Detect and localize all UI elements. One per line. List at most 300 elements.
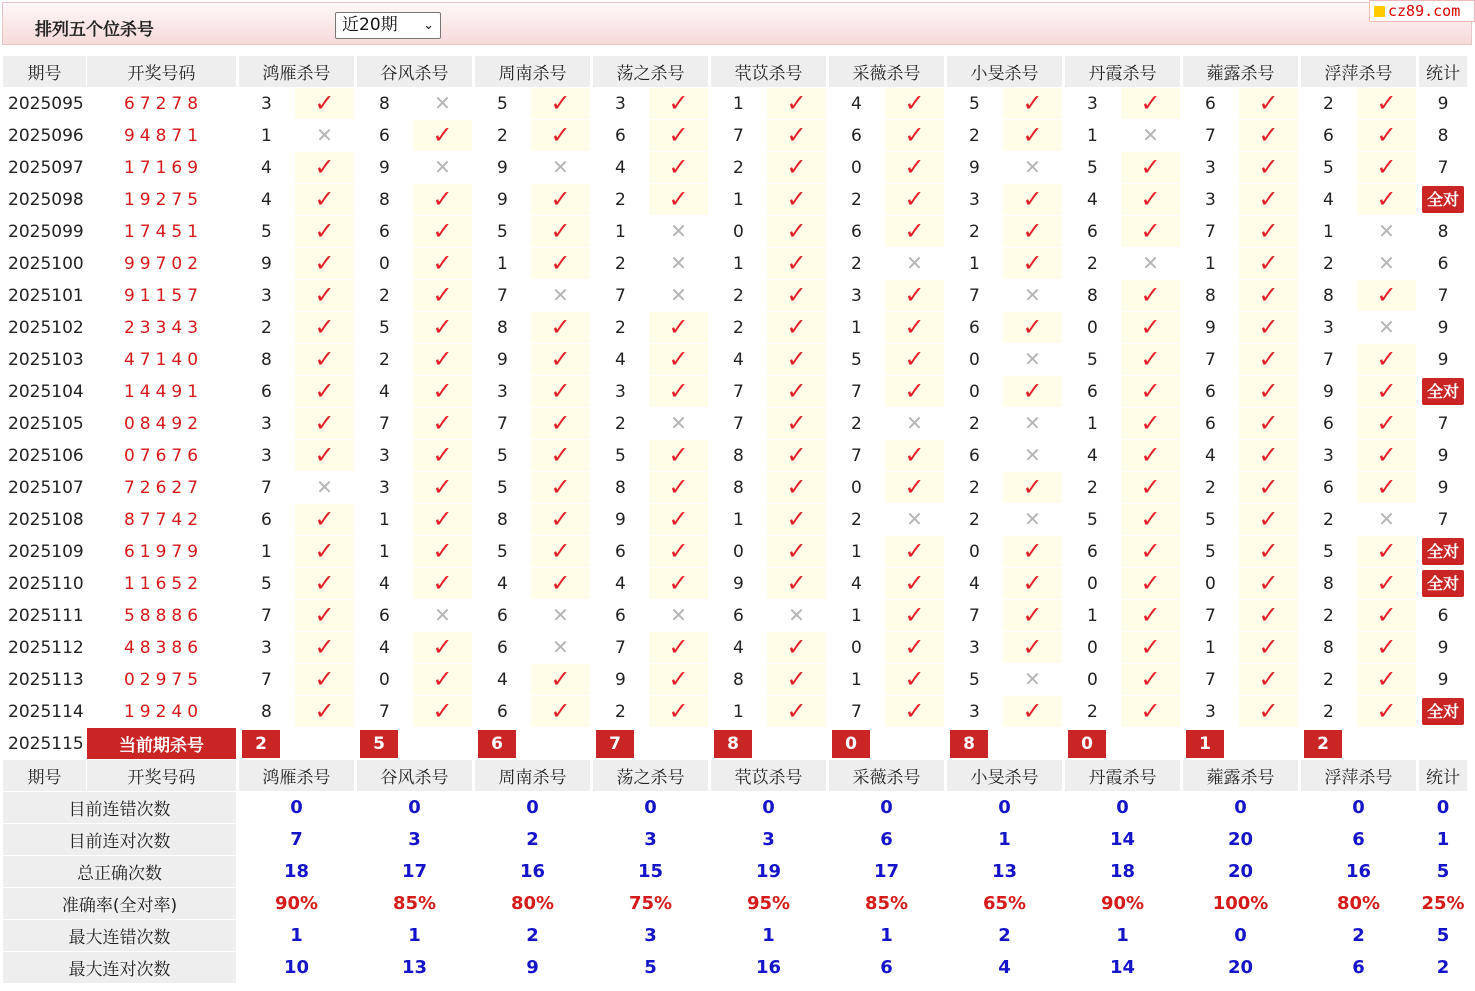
kill-number: 6 xyxy=(946,440,1003,472)
hit-cell xyxy=(413,312,474,344)
kill-number: 6 xyxy=(356,120,413,152)
check-icon: ✓ xyxy=(668,665,689,693)
check-icon: ✓ xyxy=(432,505,453,533)
brand-text: cz89.com xyxy=(1388,2,1461,20)
kill-number: 3 xyxy=(1182,152,1239,184)
hit-cell xyxy=(1357,344,1418,376)
kill-number: 3 xyxy=(238,632,295,664)
kill-number: 2 xyxy=(946,472,1003,504)
summary-value: 20 xyxy=(1182,824,1300,856)
check-icon: ✓ xyxy=(668,505,689,533)
hit-cell xyxy=(1003,88,1064,120)
row-stat: 8 xyxy=(1418,120,1468,152)
check-icon: ✓ xyxy=(904,537,925,565)
miss-cell xyxy=(1003,344,1064,376)
col-header-numbers: 开奖号码 xyxy=(87,56,238,88)
check-icon: ✓ xyxy=(904,633,925,661)
cross-icon: ✕ xyxy=(906,250,923,275)
kill-number: 4 xyxy=(828,88,885,120)
issue-number: 2025105 xyxy=(3,408,87,440)
summary-label: 目前连对次数 xyxy=(3,824,238,856)
kill-number: 1 xyxy=(946,248,1003,280)
check-icon: ✓ xyxy=(904,153,925,181)
check-icon: ✓ xyxy=(314,665,335,693)
hit-cell xyxy=(1239,376,1300,408)
check-icon: ✓ xyxy=(1258,441,1279,469)
hit-cell xyxy=(767,376,828,408)
hit-cell xyxy=(1003,696,1064,728)
check-icon: ✓ xyxy=(1376,601,1397,629)
miss-cell xyxy=(531,600,592,632)
summary-value: 0 xyxy=(946,792,1064,824)
summary-row xyxy=(3,952,1468,984)
kill-number: 6 xyxy=(1182,408,1239,440)
summary-value: 95% xyxy=(710,888,828,920)
kill-number: 6 xyxy=(1182,376,1239,408)
col-header-expert[interactable]: 采薇杀号 xyxy=(828,56,946,88)
kill-number: 5 xyxy=(1064,504,1121,536)
check-icon: ✓ xyxy=(786,121,807,149)
kill-number: 8 xyxy=(356,184,413,216)
kill-number: 4 xyxy=(356,632,413,664)
hit-cell xyxy=(1003,600,1064,632)
check-icon: ✓ xyxy=(786,217,807,245)
hit-cell xyxy=(531,248,592,280)
summary-stat: 5 xyxy=(1418,920,1468,952)
summary-value: 65% xyxy=(946,888,1064,920)
kill-number: 2 xyxy=(946,408,1003,440)
hit-cell xyxy=(1239,696,1300,728)
hit-cell xyxy=(531,88,592,120)
hit-cell xyxy=(885,312,946,344)
col-header-expert[interactable]: 鸿雁杀号 xyxy=(238,760,356,792)
check-icon: ✓ xyxy=(550,473,571,501)
kill-number: 8 xyxy=(238,696,295,728)
miss-cell xyxy=(1121,248,1182,280)
table-row xyxy=(3,600,1468,632)
kill-number: 1 xyxy=(828,664,885,696)
hit-cell xyxy=(1003,120,1064,152)
check-icon: ✓ xyxy=(668,185,689,213)
cross-icon: ✕ xyxy=(1378,314,1395,339)
kill-number: 2 xyxy=(592,696,649,728)
check-icon: ✓ xyxy=(904,185,925,213)
current-kill-cell xyxy=(710,728,828,760)
hit-cell xyxy=(531,568,592,600)
hit-cell xyxy=(531,216,592,248)
check-icon: ✓ xyxy=(1376,569,1397,597)
kill-number: 4 xyxy=(238,184,295,216)
kill-number: 3 xyxy=(238,280,295,312)
kill-number: 7 xyxy=(592,632,649,664)
row-stat xyxy=(1418,376,1468,408)
check-icon: ✓ xyxy=(1258,313,1279,341)
hit-cell xyxy=(1121,536,1182,568)
hit-cell xyxy=(1239,248,1300,280)
miss-cell xyxy=(531,280,592,312)
current-kill-number: 2 xyxy=(242,730,280,758)
row-stat: 7 xyxy=(1418,504,1468,536)
col-header-expert[interactable]: 谷风杀号 xyxy=(356,760,474,792)
miss-cell xyxy=(413,88,474,120)
page-title: 排列五个位杀号 xyxy=(35,20,154,40)
kill-number: 2 xyxy=(946,504,1003,536)
check-icon: ✓ xyxy=(314,217,335,245)
summary-label: 目前连错次数 xyxy=(3,792,238,824)
kill-number: 2 xyxy=(356,344,413,376)
cross-icon: ✕ xyxy=(670,218,687,243)
kill-number: 2 xyxy=(1064,248,1121,280)
hit-cell xyxy=(531,344,592,376)
check-icon: ✓ xyxy=(904,345,925,373)
hit-cell xyxy=(767,88,828,120)
hit-cell xyxy=(1239,280,1300,312)
col-header-stat: 统计 xyxy=(1418,760,1468,792)
summary-value: 19 xyxy=(710,856,828,888)
kill-number: 7 xyxy=(238,600,295,632)
check-icon: ✓ xyxy=(1022,537,1043,565)
hit-cell xyxy=(885,568,946,600)
kill-number: 3 xyxy=(1182,184,1239,216)
summary-value: 0 xyxy=(828,792,946,824)
cross-icon: ✕ xyxy=(1024,282,1041,307)
kill-number: 3 xyxy=(1182,696,1239,728)
hit-cell xyxy=(1003,312,1064,344)
check-icon: ✓ xyxy=(314,185,335,213)
issue-number: 2025111 xyxy=(3,600,87,632)
hit-cell xyxy=(1239,408,1300,440)
check-icon: ✓ xyxy=(550,89,571,117)
summary-value: 15 xyxy=(592,856,710,888)
col-header-expert[interactable]: 蕹露杀号 xyxy=(1182,760,1300,792)
check-icon: ✓ xyxy=(550,665,571,693)
hit-cell xyxy=(1239,120,1300,152)
check-icon: ✓ xyxy=(1258,377,1279,405)
check-icon: ✓ xyxy=(550,345,571,373)
kill-number: 5 xyxy=(1300,152,1357,184)
miss-cell xyxy=(531,632,592,664)
col-header-expert[interactable]: 周南杀号 xyxy=(474,760,592,792)
check-icon: ✓ xyxy=(550,505,571,533)
miss-cell xyxy=(1003,152,1064,184)
kill-number: 6 xyxy=(1064,216,1121,248)
hit-cell xyxy=(649,632,710,664)
hit-cell xyxy=(1003,248,1064,280)
row-stat: 7 xyxy=(1418,408,1468,440)
summary-row xyxy=(3,920,1468,952)
check-icon: ✓ xyxy=(550,121,571,149)
kill-number: 5 xyxy=(474,440,531,472)
bottom-header-row xyxy=(3,760,1468,792)
check-icon: ✓ xyxy=(668,89,689,117)
check-icon: ✓ xyxy=(904,473,925,501)
cross-icon: ✕ xyxy=(906,506,923,531)
hit-cell xyxy=(413,632,474,664)
kill-number: 9 xyxy=(1300,376,1357,408)
col-header-expert[interactable]: 谷风杀号 xyxy=(356,56,474,88)
summary-value: 6 xyxy=(828,952,946,984)
cross-icon: ✕ xyxy=(1142,250,1159,275)
hit-cell xyxy=(531,120,592,152)
kill-number: 9 xyxy=(474,344,531,376)
kill-number: 3 xyxy=(1300,312,1357,344)
summary-value: 3 xyxy=(710,824,828,856)
kill-number: 5 xyxy=(1064,344,1121,376)
check-icon: ✓ xyxy=(668,633,689,661)
summary-value: 0 xyxy=(1182,920,1300,952)
col-header-expert[interactable]: 荡之杀号 xyxy=(592,760,710,792)
summary-value: 1 xyxy=(1064,920,1182,952)
check-icon: ✓ xyxy=(1376,377,1397,405)
col-header-expert[interactable]: 鸿雁杀号 xyxy=(238,56,356,88)
hit-cell xyxy=(413,344,474,376)
kill-number: 4 xyxy=(1064,440,1121,472)
check-icon: ✓ xyxy=(786,409,807,437)
check-icon: ✓ xyxy=(550,537,571,565)
hit-cell xyxy=(1239,312,1300,344)
summary-value: 1 xyxy=(356,920,474,952)
kill-number: 8 xyxy=(1300,632,1357,664)
kill-number: 7 xyxy=(1182,344,1239,376)
kill-number: 2 xyxy=(1064,696,1121,728)
kill-number: 7 xyxy=(710,376,767,408)
kill-number: 2 xyxy=(1300,664,1357,696)
row-stat xyxy=(1418,536,1468,568)
hit-cell xyxy=(1239,632,1300,664)
summary-value: 7 xyxy=(238,824,356,856)
kill-number: 6 xyxy=(238,504,295,536)
hit-cell xyxy=(1003,376,1064,408)
check-icon: ✓ xyxy=(786,345,807,373)
hit-cell xyxy=(1357,120,1418,152)
kill-number: 3 xyxy=(828,280,885,312)
summary-value: 0 xyxy=(474,792,592,824)
cross-icon: ✕ xyxy=(1024,506,1041,531)
table-row xyxy=(3,664,1468,696)
cross-icon: ✕ xyxy=(670,410,687,435)
check-icon: ✓ xyxy=(314,249,335,277)
current-kill-cell xyxy=(1064,728,1182,760)
current-kill-cell xyxy=(1300,728,1418,760)
hit-cell xyxy=(885,120,946,152)
summary-value: 3 xyxy=(592,920,710,952)
kill-number: 4 xyxy=(710,632,767,664)
summary-stat: 25% xyxy=(1418,888,1468,920)
hit-cell xyxy=(767,440,828,472)
kill-number: 4 xyxy=(238,152,295,184)
kill-number: 3 xyxy=(238,408,295,440)
check-icon: ✓ xyxy=(786,633,807,661)
col-header-expert[interactable]: 丹霞杀号 xyxy=(1064,760,1182,792)
check-icon: ✓ xyxy=(314,505,335,533)
col-header-issue: 期号 xyxy=(3,760,87,792)
summary-stat: 5 xyxy=(1418,856,1468,888)
check-icon: ✓ xyxy=(1140,185,1161,213)
kill-number: 9 xyxy=(592,504,649,536)
hit-cell xyxy=(295,632,356,664)
check-icon: ✓ xyxy=(432,313,453,341)
check-icon: ✓ xyxy=(904,121,925,149)
col-header-expert[interactable]: 小旻杀号 xyxy=(946,56,1064,88)
summary-value: 0 xyxy=(1182,792,1300,824)
miss-cell xyxy=(1003,280,1064,312)
hit-cell xyxy=(885,600,946,632)
col-header-expert[interactable]: 小旻杀号 xyxy=(946,760,1064,792)
summary-value: 0 xyxy=(356,792,474,824)
summary-value: 20 xyxy=(1182,856,1300,888)
kill-number: 9 xyxy=(946,152,1003,184)
cross-icon: ✕ xyxy=(434,154,451,179)
check-icon: ✓ xyxy=(1140,217,1161,245)
hit-cell xyxy=(1121,408,1182,440)
summary-value: 80% xyxy=(1300,888,1418,920)
check-icon: ✓ xyxy=(1258,153,1279,181)
kill-number: 0 xyxy=(1064,664,1121,696)
hit-cell xyxy=(885,472,946,504)
check-icon: ✓ xyxy=(668,121,689,149)
row-stat: 6 xyxy=(1418,600,1468,632)
kill-number: 5 xyxy=(1300,536,1357,568)
cross-icon: ✕ xyxy=(434,90,451,115)
kill-number: 4 xyxy=(356,568,413,600)
kill-number: 6 xyxy=(828,216,885,248)
kill-number: 0 xyxy=(1064,568,1121,600)
draw-numbers: 99702 xyxy=(87,248,238,280)
kill-number: 7 xyxy=(238,664,295,696)
issue-number: 2025101 xyxy=(3,280,87,312)
check-icon: ✓ xyxy=(432,665,453,693)
kill-number: 7 xyxy=(1182,120,1239,152)
check-icon: ✓ xyxy=(550,313,571,341)
hit-cell xyxy=(649,312,710,344)
check-icon: ✓ xyxy=(1140,633,1161,661)
summary-value: 17 xyxy=(356,856,474,888)
kill-number: 2 xyxy=(1300,600,1357,632)
hit-cell xyxy=(295,312,356,344)
summary-value: 1 xyxy=(946,824,1064,856)
kill-number: 8 xyxy=(710,440,767,472)
kill-number: 0 xyxy=(710,216,767,248)
row-stat: 7 xyxy=(1418,280,1468,312)
hit-cell xyxy=(531,184,592,216)
hit-cell xyxy=(1239,504,1300,536)
hit-cell xyxy=(649,440,710,472)
hit-cell xyxy=(1239,440,1300,472)
hit-cell xyxy=(531,664,592,696)
summary-stat: 0 xyxy=(1418,792,1468,824)
miss-cell xyxy=(1003,440,1064,472)
hit-cell xyxy=(531,472,592,504)
check-icon: ✓ xyxy=(1258,185,1279,213)
row-stat: 7 xyxy=(1418,152,1468,184)
draw-numbers: 61979 xyxy=(87,536,238,568)
current-kill-cell xyxy=(828,728,946,760)
hit-cell xyxy=(1121,376,1182,408)
summary-value: 16 xyxy=(710,952,828,984)
kill-number: 4 xyxy=(592,344,649,376)
summary-value: 18 xyxy=(238,856,356,888)
check-icon: ✓ xyxy=(904,697,925,725)
col-header-expert[interactable]: 采薇杀号 xyxy=(828,760,946,792)
miss-cell xyxy=(1003,664,1064,696)
hit-cell xyxy=(295,376,356,408)
miss-cell xyxy=(1121,120,1182,152)
summary-stat: 2 xyxy=(1418,952,1468,984)
period-select[interactable] xyxy=(335,12,441,39)
col-header-expert[interactable]: 蕹露杀号 xyxy=(1182,56,1300,88)
kill-number: 6 xyxy=(710,600,767,632)
miss-cell xyxy=(649,216,710,248)
check-icon: ✓ xyxy=(786,377,807,405)
check-icon: ✓ xyxy=(1258,633,1279,661)
kill-number: 6 xyxy=(356,600,413,632)
check-icon: ✓ xyxy=(668,377,689,405)
summary-value: 2 xyxy=(474,824,592,856)
summary-label: 最大连错次数 xyxy=(3,920,238,952)
check-icon: ✓ xyxy=(550,249,571,277)
col-header-expert[interactable]: 丹霞杀号 xyxy=(1064,56,1182,88)
draw-numbers: 17451 xyxy=(87,216,238,248)
col-header-expert[interactable]: 周南杀号 xyxy=(474,56,592,88)
issue-number: 2025104 xyxy=(3,376,87,408)
table-row xyxy=(3,536,1468,568)
col-header-expert[interactable]: 茕苡杀号 xyxy=(710,760,828,792)
kill-number: 6 xyxy=(356,216,413,248)
hit-cell xyxy=(413,664,474,696)
kill-number: 7 xyxy=(1182,664,1239,696)
check-icon: ✓ xyxy=(668,345,689,373)
check-icon: ✓ xyxy=(1140,537,1161,565)
hit-cell xyxy=(767,248,828,280)
col-header-expert[interactable]: 浮萍杀号 xyxy=(1300,56,1418,88)
hit-cell xyxy=(1003,536,1064,568)
check-icon: ✓ xyxy=(1258,89,1279,117)
hit-cell xyxy=(1121,696,1182,728)
cross-icon: ✕ xyxy=(552,282,569,307)
hit-cell xyxy=(531,536,592,568)
hit-cell xyxy=(885,280,946,312)
hit-cell xyxy=(1121,280,1182,312)
check-icon: ✓ xyxy=(1022,185,1043,213)
check-icon: ✓ xyxy=(904,281,925,309)
kill-number: 4 xyxy=(474,664,531,696)
col-header-expert[interactable]: 茕苡杀号 xyxy=(710,56,828,88)
row-stat xyxy=(1418,696,1468,728)
draw-numbers: 67278 xyxy=(87,88,238,120)
hit-cell xyxy=(767,664,828,696)
kill-number: 9 xyxy=(474,152,531,184)
brand-logo[interactable] xyxy=(1369,0,1475,22)
col-header-expert[interactable]: 荡之杀号 xyxy=(592,56,710,88)
kill-number: 1 xyxy=(474,248,531,280)
current-kill-number: 0 xyxy=(1068,730,1106,758)
check-icon: ✓ xyxy=(786,185,807,213)
summary-row xyxy=(3,856,1468,888)
check-icon: ✓ xyxy=(668,537,689,565)
check-icon: ✓ xyxy=(432,441,453,469)
kill-number: 6 xyxy=(592,600,649,632)
check-icon: ✓ xyxy=(432,697,453,725)
kill-number: 7 xyxy=(946,600,1003,632)
check-icon: ✓ xyxy=(1376,441,1397,469)
summary-value: 20 xyxy=(1182,952,1300,984)
current-kill-number: 6 xyxy=(478,730,516,758)
issue-number: 2025113 xyxy=(3,664,87,696)
kill-number: 7 xyxy=(356,408,413,440)
col-header-expert[interactable]: 浮萍杀号 xyxy=(1300,760,1418,792)
check-icon: ✓ xyxy=(1140,377,1161,405)
kill-number: 8 xyxy=(710,664,767,696)
